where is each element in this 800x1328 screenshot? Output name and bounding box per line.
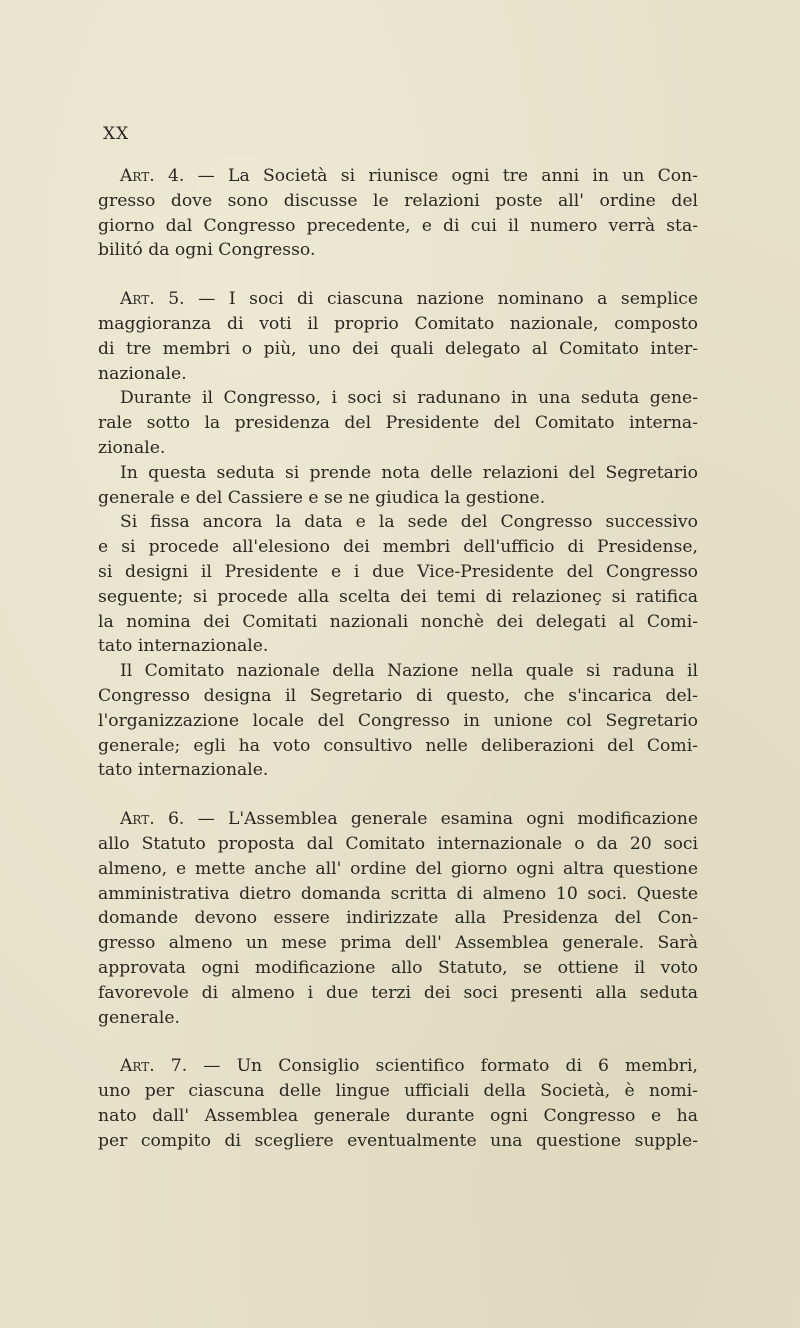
article-number: Art. 4. [120,166,185,186]
article-paragraph [98,807,698,1030]
paragraph-gap [98,783,698,807]
text-line: Congresso designa il Segretario di questo, che s'incarica del- [98,685,698,706]
text-line: gresso almeno un mese prima dell' Assemblea generale. Sarà [98,933,698,954]
line-text: — La Società si riunisce ogni tre anni in un Con- [184,166,698,186]
text-line: Si fissa ancora la data e la sede del Congresso successivo [120,512,698,533]
text-line: In questa seduta si prende nota delle relazioni del Segretario [120,462,698,483]
text-line: si designi il Presidente e i due Vice-Presidente del Congresso [98,561,698,582]
article-number: Art. 5. [120,289,185,310]
article-number: Art. 6. [120,809,185,830]
paragraph [98,510,698,659]
article-paragraph [98,1054,698,1153]
text-line: la nomina dei Comitati nazionali nonchè dei delegati al Comi- [98,611,698,632]
text-line: Durante il Congresso, i soci si radunano in una seduta gene- [120,388,698,409]
text-line: seguente; si procede alla scelta dei temi di relazioneç si ratifica [98,586,698,607]
text-line: l'organizzazione locale del Congresso in unione col Segretario [98,710,698,731]
line-text: — I soci di ciascuna nazione nominano a semplice [184,289,698,310]
paragraph [98,659,698,783]
text-line: giorno dal Congresso precedente, e di cui il numero verrà sta- [98,215,698,236]
paragraph-gap [98,263,698,287]
paragraph-gap [98,1030,698,1054]
paragraph [98,461,698,511]
article-paragraph [98,164,698,263]
article-paragraph [98,287,698,386]
text-line: bilitó da ogni Congresso. [98,240,316,261]
text-line: generale e del Cassiere e se ne giudica la gestione. [98,487,546,508]
text-line: di tre membri o più, uno dei quali delegato al Comitato inter- [98,338,698,359]
text-line: tato internazionale. [98,760,269,781]
text-line: favorevole di almeno i due terzi dei soci presenti alla seduta [98,982,698,1003]
text-line: Il Comitato nazionale della Nazione nella quale si raduna il [120,661,698,682]
text-line [98,807,698,832]
text-line [98,164,698,189]
text-line [98,287,698,312]
text-line: generale; egli ha voto consultivo nelle deliberazioni del Comi- [98,735,698,756]
text-line: nazionale. [98,363,187,384]
text-line: almeno, e mette anche all' ordine del giorno ogni altra questione [98,858,698,879]
body-text [98,164,698,1153]
text-line [98,1054,698,1079]
text-line: rale sotto la presidenza del Presidente del Comitato interna- [98,413,698,434]
text-line: domande devono essere indirizzate alla Presidenza del Con- [98,908,698,929]
text-line: per compito di scegliere eventualmente una questione supple- [98,1130,698,1151]
text-line: nato dall' Assemblea generale durante ogni Congresso e ha [98,1105,698,1126]
text-line: amministrativa dietro domanda scritta di almeno 10 soci. Queste [98,883,698,904]
line-text: — L'Assemblea generale esamina ogni modificazione [184,809,698,830]
text-line: approvata ogni modificazione allo Statuto, se ottiene il voto [98,957,698,978]
text-line: tato internazionale. [98,636,269,657]
text-line: gresso dove sono discusse le relazioni poste all' ordine del [98,190,698,211]
line-text: — Un Consiglio scientifico formato di 6 membri, [187,1056,698,1077]
text-line: generale. [98,1007,181,1028]
text-line: maggioranza di voti il proprio Comitato nazionale, composto [98,313,698,334]
paragraph [98,386,698,460]
text-line: uno per ciascuna delle lingue ufficiali della Società, è nomi- [98,1081,698,1102]
page-number: XX [103,124,130,144]
text-line: zionale. [98,437,166,458]
text-line: e si procede all'elesiono dei membri dell'ufficio di Presidense, [98,537,698,558]
text-line: allo Statuto proposta dal Comitato internazionale o da 20 soci [98,833,698,854]
article-number: Art. 7. [120,1056,188,1077]
